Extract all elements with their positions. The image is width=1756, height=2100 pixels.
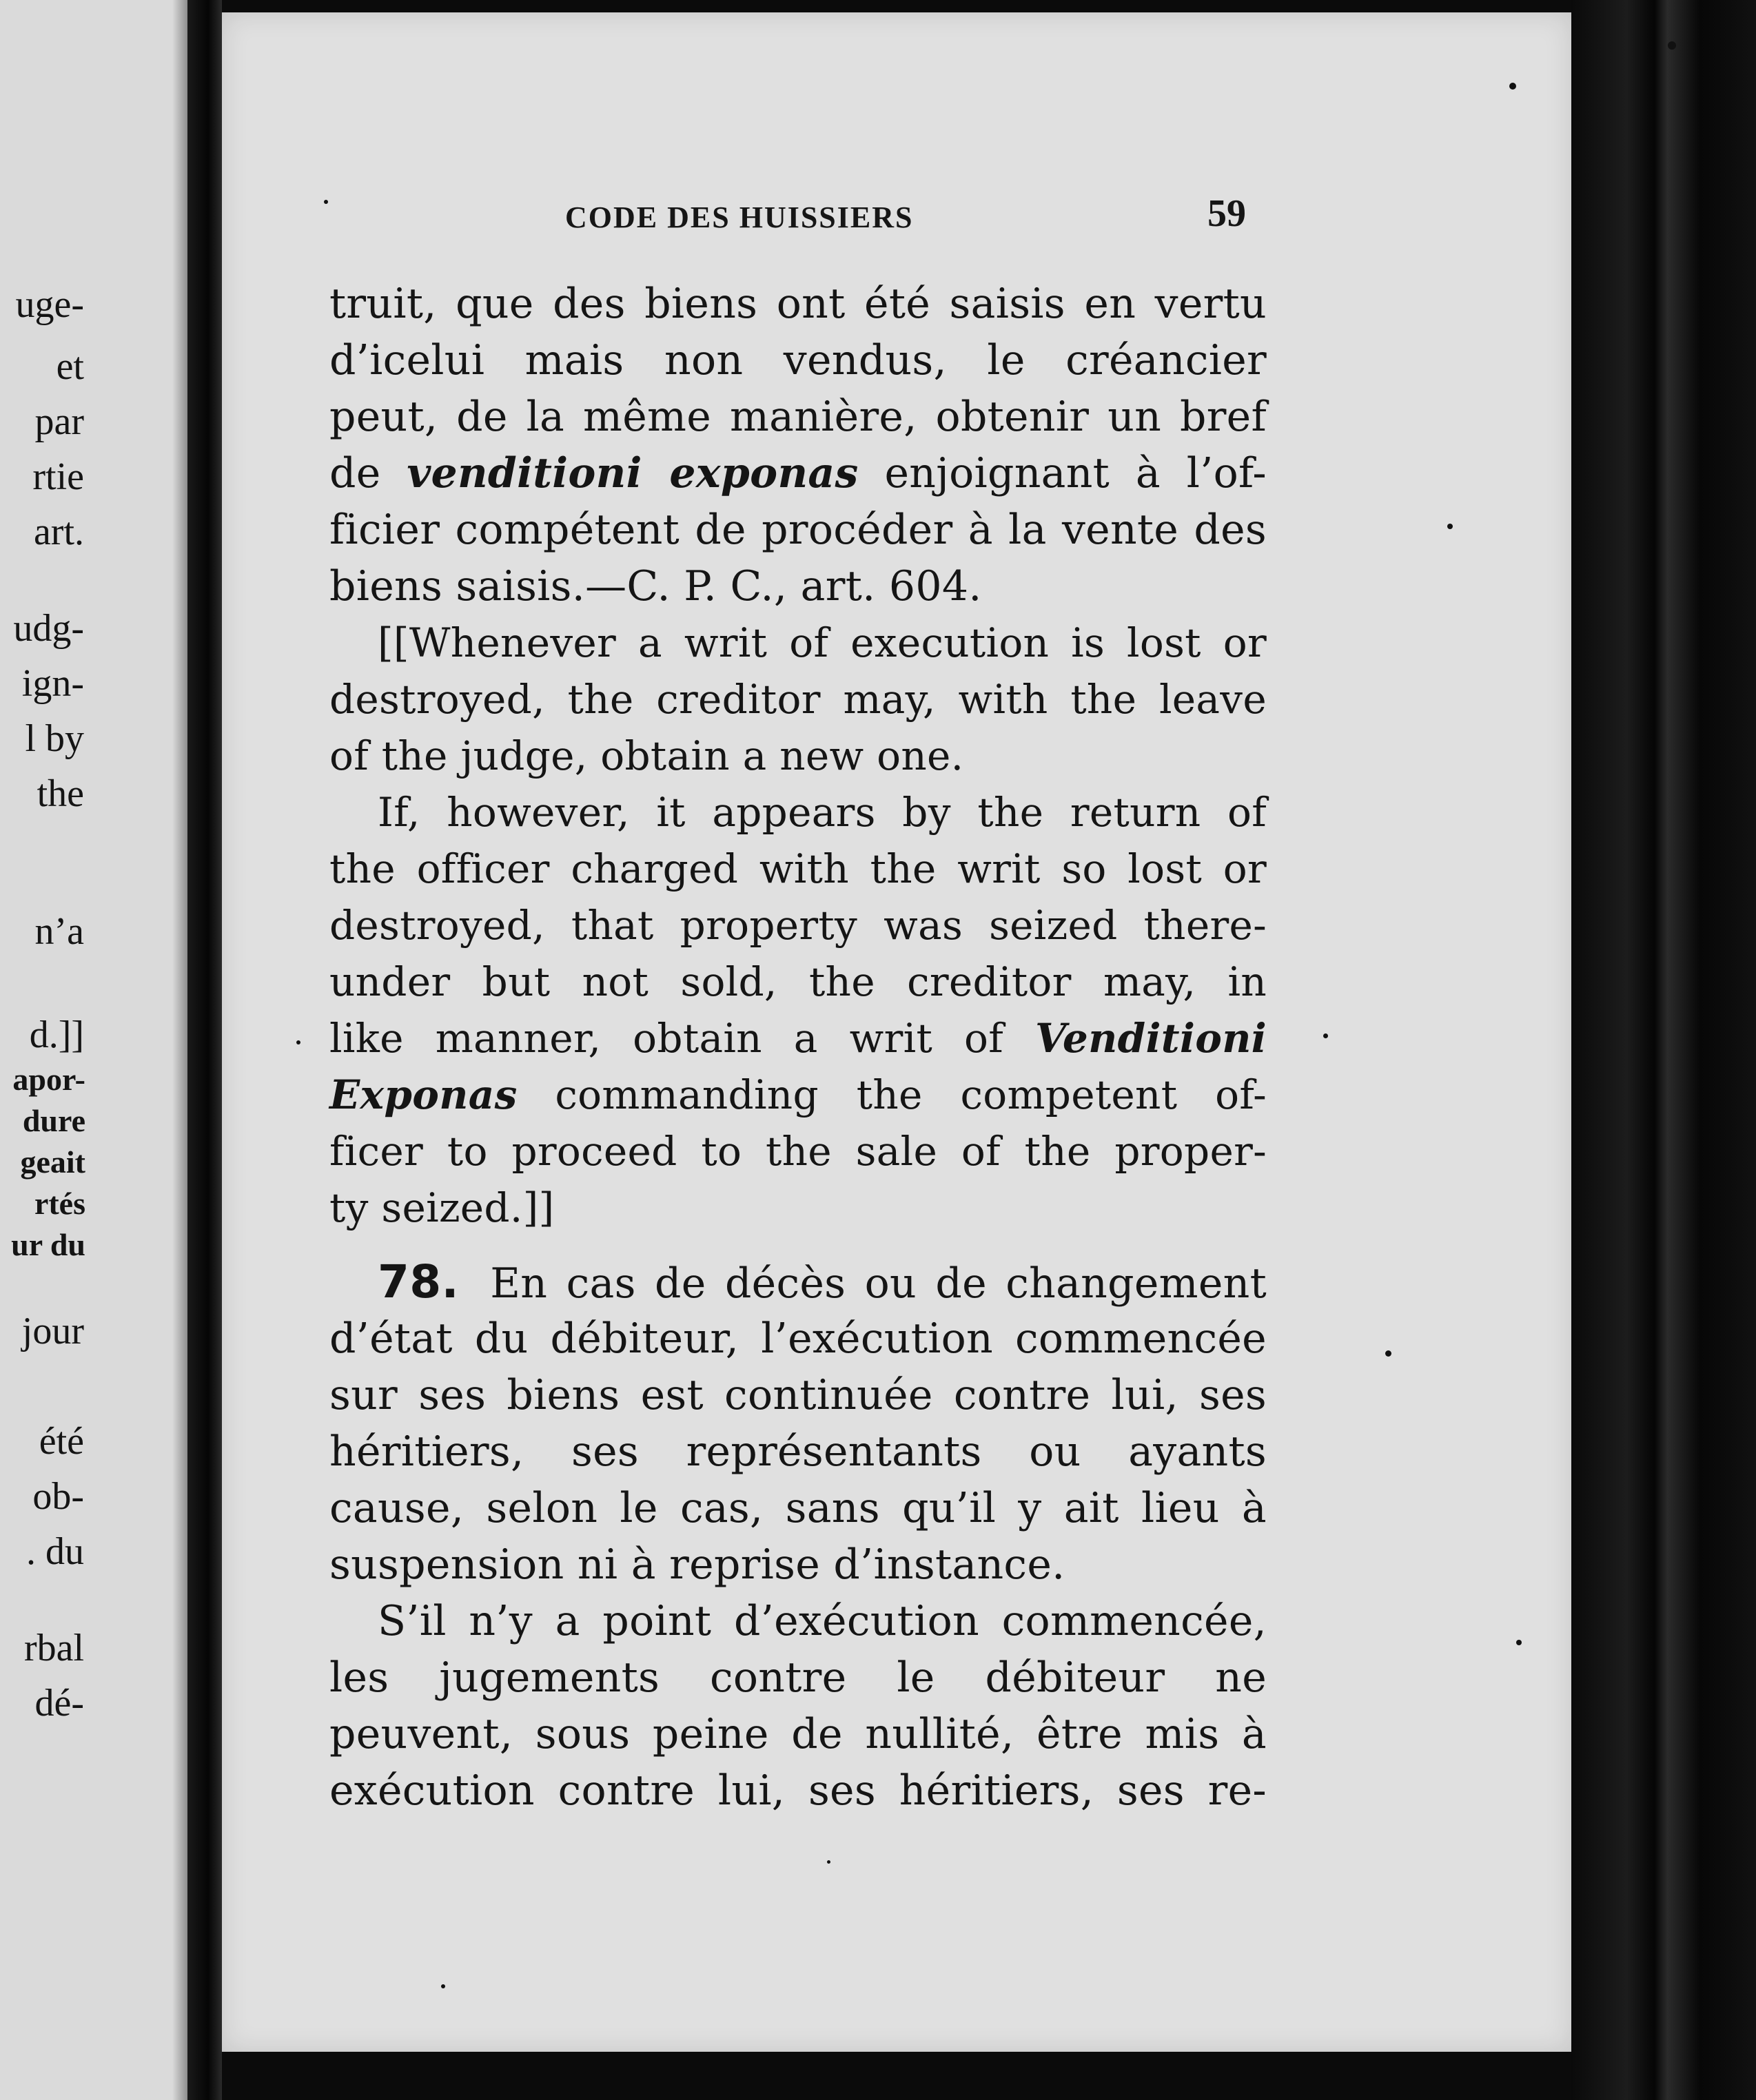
text-line — [329, 1067, 1267, 1123]
left-page-fragment: . du — [26, 1530, 84, 1573]
text-line — [329, 445, 1267, 502]
text-line: d’état du débiteur, l’exécution commencée — [329, 1315, 1267, 1363]
scan-speck — [1323, 1033, 1328, 1038]
text-line: héritiers, ses représentants ou ayants — [329, 1428, 1267, 1476]
left-page-fragment: et — [56, 345, 84, 388]
text-line: cause, selon le cas, sans qu’il y ait lieu à — [329, 1484, 1267, 1532]
text-line-content: de — [329, 449, 407, 497]
left-page-fragment: rbal — [23, 1627, 84, 1669]
text-line: S’il n’y a point d’exécution commencée, — [378, 1597, 1267, 1645]
left-page-fragment: d.]] — [29, 1013, 84, 1056]
text-line: exécution contre lui, ses héritiers, ses re- — [329, 1767, 1267, 1815]
left-page-fragment: the — [37, 772, 84, 815]
text-line-content: En cas de décès ou de changement — [471, 1259, 1267, 1308]
text-line: biens saisis.—C. P. C., art. 604. — [329, 562, 982, 610]
left-page-fragment: ur du — [11, 1227, 85, 1262]
left-page-fragment: dure — [22, 1103, 85, 1138]
scan-speck — [1385, 1350, 1391, 1357]
text-line: destroyed, that property was seized there- — [329, 902, 1267, 949]
text-line — [329, 1254, 1267, 1310]
text-line-content: enjoignant à l’of- — [858, 449, 1267, 497]
book-gutter — [187, 0, 222, 2100]
body-text — [329, 276, 1267, 1819]
italic-term: Exponas — [329, 1071, 518, 1118]
left-page-fragment: apor- — [12, 1062, 85, 1097]
italic-term: Venditioni — [1034, 1015, 1267, 1062]
left-page-fragment: jour — [21, 1310, 84, 1352]
left-page-fragment: art. — [33, 511, 84, 553]
text-line: les jugements contre le débiteur ne — [329, 1654, 1267, 1702]
left-page-fragment: ob- — [32, 1475, 84, 1518]
scan-speck — [296, 1040, 300, 1044]
paragraph-gap — [329, 1236, 1267, 1254]
italic-term: venditioni exponas — [407, 449, 859, 497]
scan-speck — [441, 1984, 445, 1988]
running-head: CODE DES HUISSIERS — [565, 200, 914, 234]
text-line-content: commanding the competent of- — [517, 1071, 1267, 1118]
scan-speck — [827, 1860, 830, 1864]
text-line: ficier compétent de procéder à la vente des — [329, 506, 1267, 554]
page-number: 59 — [1207, 192, 1246, 235]
text-line: d’icelui mais non vendus, le créancier — [329, 336, 1267, 384]
article-number: 78. — [378, 1255, 459, 1308]
left-page-fragment: udg- — [13, 607, 84, 650]
scan-speck — [1668, 41, 1676, 50]
left-page-fragment: n’a — [34, 910, 84, 953]
left-page-fragment: rtie — [32, 455, 84, 498]
text-line: suspension ni à reprise d’instance. — [329, 1541, 1065, 1589]
left-page-fragment: geait — [20, 1144, 85, 1180]
left-page-fragment: uge- — [15, 283, 84, 326]
left-page-fragment: ign- — [21, 662, 84, 705]
text-line: If, however, it appears by the return of — [378, 789, 1267, 836]
facing-page-left — [0, 0, 187, 2100]
text-line: under but not sold, the creditor may, in — [329, 958, 1267, 1005]
scan-speck — [1516, 1640, 1522, 1645]
text-line-content: like manner, obtain a writ of — [329, 1015, 1035, 1062]
left-page-fragment: l by — [25, 717, 84, 760]
text-line: of the judge, obtain a new one. — [329, 732, 964, 779]
text-line: ty seized.]] — [329, 1184, 555, 1231]
text-line: truit, que des biens ont été saisis en vertu — [329, 280, 1267, 328]
text-line: peut, de la même manière, obtenir un bref — [329, 393, 1267, 441]
text-line: peuvent, sous peine de nullité, être mis à — [329, 1710, 1267, 1758]
text-line: destroyed, the creditor may, with the leave — [329, 676, 1267, 723]
scan-speck — [1509, 83, 1516, 90]
text-line: sur ses biens est continuée contre lui, ses — [329, 1371, 1267, 1419]
left-page-fragment: rtés — [34, 1186, 85, 1221]
text-line — [329, 1010, 1267, 1067]
text-line: ficer to proceed to the sale of the proper- — [329, 1128, 1267, 1175]
scan-speck — [1447, 524, 1453, 529]
text-line: the officer charged with the writ so lost or — [329, 845, 1267, 892]
text-line: [[Whenever a writ of execution is lost or — [378, 619, 1267, 666]
book-edge-right — [1571, 0, 1756, 2100]
left-page-fragment: été — [39, 1420, 84, 1463]
scan-speck — [324, 200, 328, 204]
left-page-fragment: dé- — [34, 1682, 84, 1725]
left-page-fragment: par — [34, 400, 84, 443]
